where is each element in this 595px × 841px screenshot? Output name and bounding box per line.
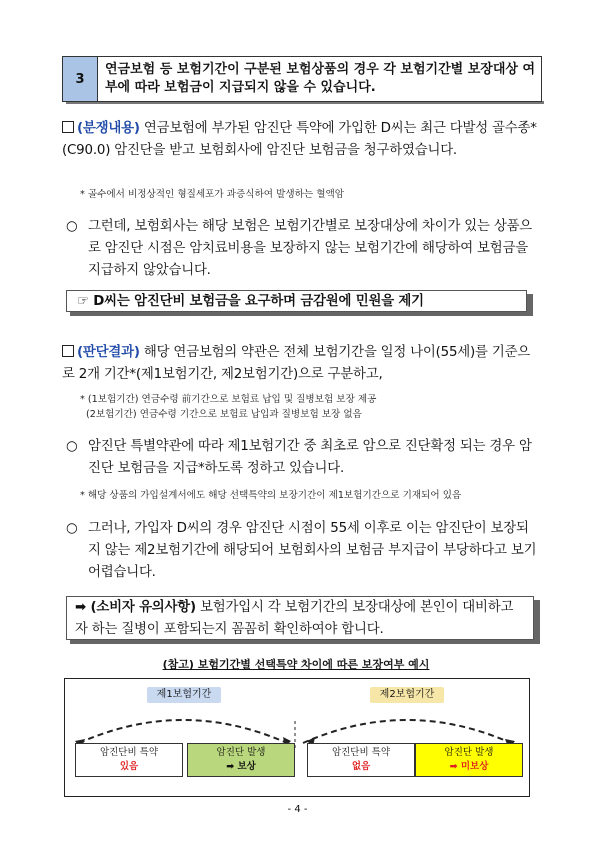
dispute-paragraph bbox=[62, 118, 540, 162]
bullet-circle-icon: ○ bbox=[66, 521, 78, 536]
cell-phase2-claim bbox=[415, 743, 523, 777]
phase-2-label: 제2보험기간 bbox=[370, 687, 444, 703]
result-footnote-3: * 해당 상품의 가입설계서에도 해당 선택특약의 보장기간이 제1보험기간으로 기재되어 있음 bbox=[80, 490, 462, 501]
result-paragraph-3 bbox=[66, 518, 540, 584]
dispute-text-2: 그런데, 보험회사는 해당 보험은 보험기간별로 보장대상에 차이가 있는 상품으로 암진단 시점은 암치료비용을 보장하지 않는 보험기간에 해당하여 보험금을 지급하지 않았습니다. bbox=[88, 219, 533, 278]
cell-phase2-claim-title: 암진단 발생 bbox=[444, 747, 494, 758]
section-header bbox=[62, 56, 542, 102]
result-text-3: 그러나, 가입자 D씨의 경우 암진단 시점이 55세 이후로 이는 암진단이 보장되지 않는 제2보험기간에 해당되어 보험회사의 보험금 부지급이 부당하다고 보기 어렵습니다. bbox=[88, 521, 537, 580]
coverage-diagram bbox=[64, 678, 530, 797]
result-footnote-2: (2보험기간) 연금수령 기간으로 보험료 납입과 질병보험 보장 없음 bbox=[86, 409, 362, 420]
result-label: (판단결과) bbox=[77, 345, 140, 360]
section-number: 3 bbox=[63, 57, 98, 101]
dispute-footnote: * 골수에서 비정상적인 형질세포가 과증식하여 발생하는 혈액암 bbox=[80, 189, 345, 200]
dispute-summary-text: ☞ D씨는 암진단비 보험금을 요구하며 금감원에 민원을 제기 bbox=[77, 294, 424, 309]
dispute-summary-box bbox=[66, 290, 527, 312]
page-number: - 4 - bbox=[287, 804, 308, 815]
result-paragraph-2 bbox=[66, 436, 540, 480]
caution-label: ➡ (소비자 유의사항) bbox=[75, 600, 196, 615]
checkbox-square-icon bbox=[62, 121, 74, 133]
cell-phase1-claim-title: 암진단 발생 bbox=[216, 747, 266, 758]
result-text: 해당 연금보험의 약관은 전체 보험기간을 일정 나이(55세)를 기준으로 2개 기간*(제1보험기간, 제2보험기간)으로 구분하고, bbox=[62, 345, 531, 382]
bullet-circle-icon: ○ bbox=[66, 219, 78, 234]
cell-phase2-rider-status: 없음 bbox=[351, 761, 371, 772]
checkbox-square-icon bbox=[62, 345, 74, 357]
cell-phase2-claim-status: ➡ 미보상 bbox=[449, 761, 489, 772]
section-title: 연금보험 등 보험기간이 구분된 보험상품의 경우 각 보험기간별 보장대상 여부에 따라 보험금이 지급되지 않을 수 있습니다. bbox=[105, 62, 536, 95]
dispute-label: (분쟁내용) bbox=[77, 121, 140, 136]
result-text-2: 암진단 특별약관에 따라 제1보험기간 중 최초로 암으로 진단확정 되는 경우 암진단 보험금을 지급*하도록 정하고 있습니다. bbox=[88, 439, 532, 476]
dispute-paragraph-2 bbox=[66, 216, 540, 282]
cell-phase2-rider bbox=[307, 743, 415, 777]
diagram-title: (참고) 보험기간별 선택특약 차이에 따른 보장여부 예시 bbox=[162, 658, 430, 671]
bullet-circle-icon: ○ bbox=[66, 439, 78, 454]
result-paragraph bbox=[62, 342, 540, 386]
result-footnote-1: * (1보험기간) 연금수령 前기간으로 보험료 납입 및 질병보험 보장 제공 bbox=[80, 394, 377, 405]
dispute-text: 연금보험에 부가된 암진단 특약에 가입한 D씨는 최근 다발성 골수종*(C90.0) 암진단을 받고 보험회사에 암진단 보험금을 청구하였습니다. bbox=[62, 121, 537, 158]
cell-phase1-claim-status: ➡ 보상 bbox=[226, 761, 256, 772]
cell-phase1-rider bbox=[75, 743, 183, 777]
cell-phase2-rider-title: 암진단비 특약 bbox=[331, 747, 391, 758]
cell-phase1-rider-status: 있음 bbox=[119, 761, 139, 772]
phase-1-label: 제1보험기간 bbox=[147, 687, 221, 703]
cell-phase1-claim bbox=[187, 743, 295, 777]
caution-box bbox=[66, 596, 534, 640]
cell-phase1-rider-title: 암진단비 특약 bbox=[99, 747, 159, 758]
caution-text: 보험가입시 각 보험기간의 보장대상에 본인이 대비하고자 하는 질병이 포함되는지 꼼꼼히 확인하여야 합니다. bbox=[75, 600, 514, 637]
